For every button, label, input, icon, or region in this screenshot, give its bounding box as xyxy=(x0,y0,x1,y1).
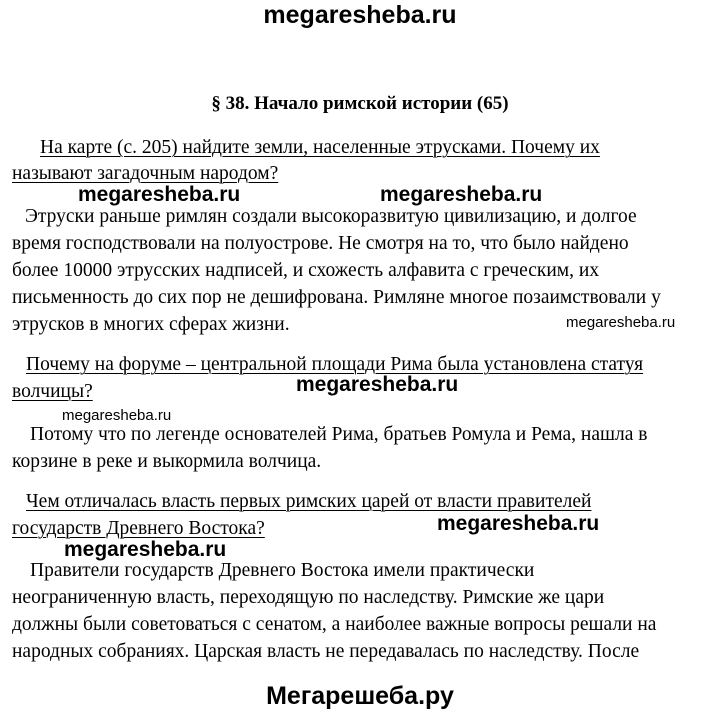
answer-1-line-3: более 10000 этрусских надписей, и схожесть алфавита с греческим, их xyxy=(12,260,600,281)
question-1-line-1: На карте (с. 205) найдите земли, населенные этрусками. Почему их xyxy=(40,137,600,158)
answer-2-line-2: корзине в реке и выкормила волчица. xyxy=(12,451,322,472)
watermark-inline: megaresheba.ru xyxy=(78,183,241,206)
answer-3-line-4: народных собраниях. Царская власть не передавалась по наследству. После xyxy=(12,641,640,662)
watermark-top: megaresheba.ru xyxy=(263,1,457,29)
watermark-inline: megaresheba.ru xyxy=(296,373,459,396)
question-3-line-1: Чем отличалась власть первых римских царей от власти правителей xyxy=(26,491,592,512)
watermark-inline: megaresheba.ru xyxy=(64,538,227,561)
answer-3-line-2: неограниченную власть, переходящую по наследству. Римские же цари xyxy=(12,587,605,608)
watermark-inline: megaresheba.ru xyxy=(380,183,543,206)
watermark-small: megaresheba.ru xyxy=(566,314,676,331)
watermark-small: megaresheba.ru xyxy=(62,407,172,424)
page-title: § 38. Начало римской истории (65) xyxy=(211,93,509,114)
watermark-bottom: Мегарешеба.ру xyxy=(266,682,454,710)
answer-1-line-5: этрусков в многих сферах жизни. xyxy=(12,314,290,335)
answer-3-line-3: должны были советоваться с сенатом, а наиболее важные вопросы решали на xyxy=(12,614,657,635)
question-2-line-2: волчицы? xyxy=(12,381,93,402)
answer-2-line-1: Потому что по легенде основателей Рима, братьев Ромула и Рема, нашла в xyxy=(30,424,648,445)
answer-1-line-4: письменность до сих пор не дешифрована. Римляне многое позаимствовали у xyxy=(12,287,661,308)
answer-1-line-2: время господствовали на полуострове. Не смотря на то, что было найдено xyxy=(12,233,629,254)
question-2-line-1: Почему на форуме – центральной площади Рима была установлена статуя xyxy=(26,354,644,375)
question-1-line-2: называют загадочным народом? xyxy=(12,163,279,184)
question-3-line-2: государств Древнего Востока? xyxy=(12,518,265,539)
watermark-inline: megaresheba.ru xyxy=(437,512,600,535)
answer-1-line-1: Этруски раньше римлян создали высокоразвитую цивилизацию, и долгое xyxy=(25,206,637,227)
answer-3-line-1: Правители государств Древнего Востока имели практически xyxy=(30,560,535,581)
